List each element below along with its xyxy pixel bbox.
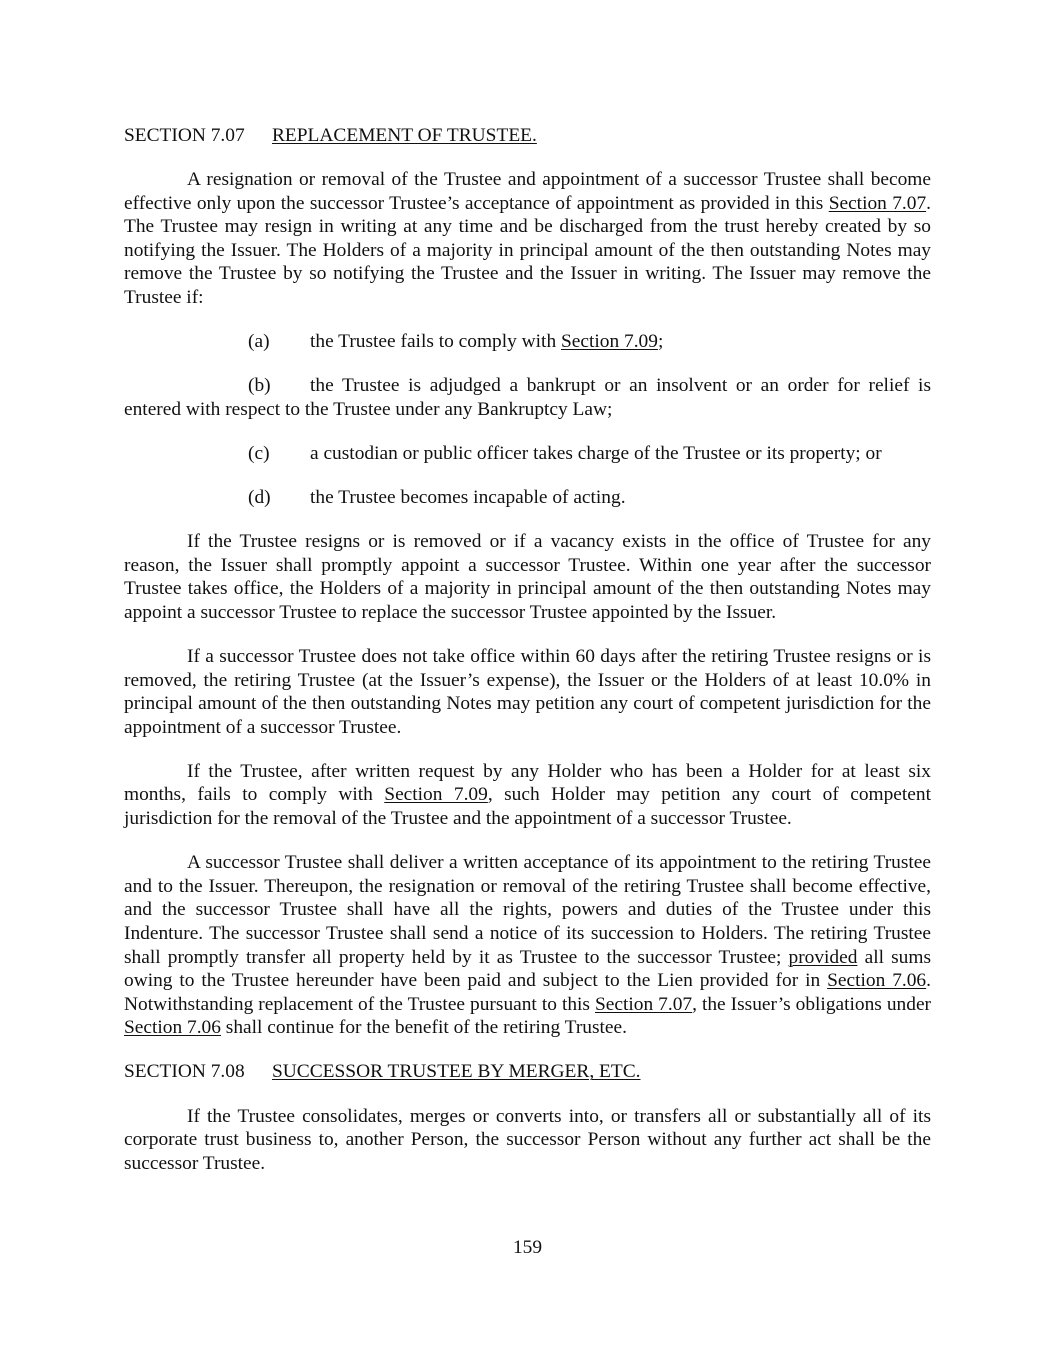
paragraph-successor-petition: If a successor Trustee does not take office within 60 days after the retiring Trustee resigns or is removed, the retiring Trustee (at the Issuer’s expense), the Issuer or the Holders of at least 10.0% in principal amount of the then outstanding Notes may petition any court of competent jurisdiction for the appointment of a successor Trustee. — [124, 646, 931, 738]
text-run: , the Issuer’s obligations under — [692, 993, 932, 1015]
text-run: A successor Trustee shall deliver a written acceptance of its appointment to the retiring Trustee and to the Issuer. Thereupon, the resignation or removal of the retiring Trustee shall become effective, and the successor Trustee shall have all the rights, powers and duties of the Trustee under this Indenture. The successor Trustee shall send a notice of its succession to Holders. The retiring Trustee shall promptly transfer all property held by it as Trustee to the successor Trustee; — [124, 852, 931, 968]
text-run: the Trustee becomes incapable of acting. — [310, 487, 626, 509]
section-reference-link[interactable]: Section 7.07 — [594, 993, 693, 1015]
document-page — [124, 124, 931, 1196]
text-run: , such Holder may petition any court of competent jurisdiction for the removal of the Trustee and the appointment of a successor Trustee. — [124, 784, 931, 830]
text-run: a custodian or public officer takes charge of the Trustee or its property; or — [310, 442, 882, 464]
text-run: ; — [657, 331, 664, 353]
text-run: the Trustee is adjudged a bankrupt or an insolvent or an order for relief is entered with respect to the Trustee under any Bankruptcy Law; — [124, 375, 931, 420]
item-label: (d) — [248, 487, 271, 509]
text-run: shall continue for the benefit of the retiring Trustee. — [220, 1017, 627, 1039]
section-title: SUCCESSOR TRUSTEE BY MERGER, ETC. — [272, 1061, 641, 1083]
text-run: . The Trustee may resign in writing at any time and be discharged from the trust hereby created by so notifying the Issuer. The Holders of a majority in principal amount of the then outstanding Notes may remove the Trustee by so notifying the Trustee and the Issuer in writing. The Issuer may remove the Trustee if: — [124, 192, 931, 309]
section-title: REPLACEMENT OF TRUSTEE. — [272, 125, 537, 146]
paragraph-resignation — [124, 168, 931, 310]
paragraph-merger: If the Trustee consolidates, merges or converts into, or transfers all or substantially all of its corporate trust business to, another Person, the successor Person without any further act shall be the successor Trustee. — [124, 1105, 931, 1174]
section-7-08-heading — [124, 1060, 931, 1084]
text-run: If the Trustee, after written request by any Holder who has been a Holder for at least six months, fails to comply with — [124, 760, 931, 806]
paragraph-holder-petition — [124, 760, 931, 831]
list-item-a — [124, 330, 931, 354]
text-run: all sums owing to the Trustee hereunder have been paid and subject to the Lien provided for in — [124, 946, 931, 992]
paragraph-vacancy: If the Trustee resigns or is removed or if a vacancy exists in the office of Trustee for any reason, the Issuer shall promptly appoint a successor Trustee. Within one year after the successor Trustee takes office, the Holders of a majority in principal amount of the then outstanding Notes may appoint a successor Trustee to replace the successor Trustee appointed by the Issuer. — [124, 531, 931, 623]
text-run: A resignation or removal of the Trustee and appointment of a successor Trustee shall become effective only upon the successor Trustee’s acceptance of appointment as provided in this — [124, 169, 931, 214]
list-item-c — [124, 442, 931, 466]
section-reference-link[interactable]: Section 7.06 — [124, 1017, 221, 1039]
paragraph-acceptance — [124, 851, 931, 1040]
section-reference-link[interactable]: Section 7.06 — [827, 970, 927, 992]
text-run: the Trustee fails to comply with — [310, 331, 561, 353]
item-label: (b) — [248, 375, 271, 397]
section-reference-link[interactable]: Section 7.09 — [561, 331, 658, 353]
list-item-d — [124, 486, 931, 510]
section-reference-link[interactable]: Section 7.07 — [828, 192, 927, 214]
page-number: 159 — [512, 1237, 543, 1258]
section-number: SECTION 7.08 — [124, 1061, 245, 1083]
list-item-b — [124, 374, 931, 421]
section-number: SECTION 7.07 — [124, 125, 245, 146]
section-7-07-heading — [124, 124, 931, 148]
section-reference-link[interactable]: Section 7.09 — [384, 784, 488, 806]
item-label: (a) — [248, 331, 270, 353]
text-run: . Notwithstanding replacement of the Trustee pursuant to this — [124, 970, 931, 1015]
provided-term: provided — [788, 946, 858, 968]
item-label: (c) — [248, 442, 270, 464]
